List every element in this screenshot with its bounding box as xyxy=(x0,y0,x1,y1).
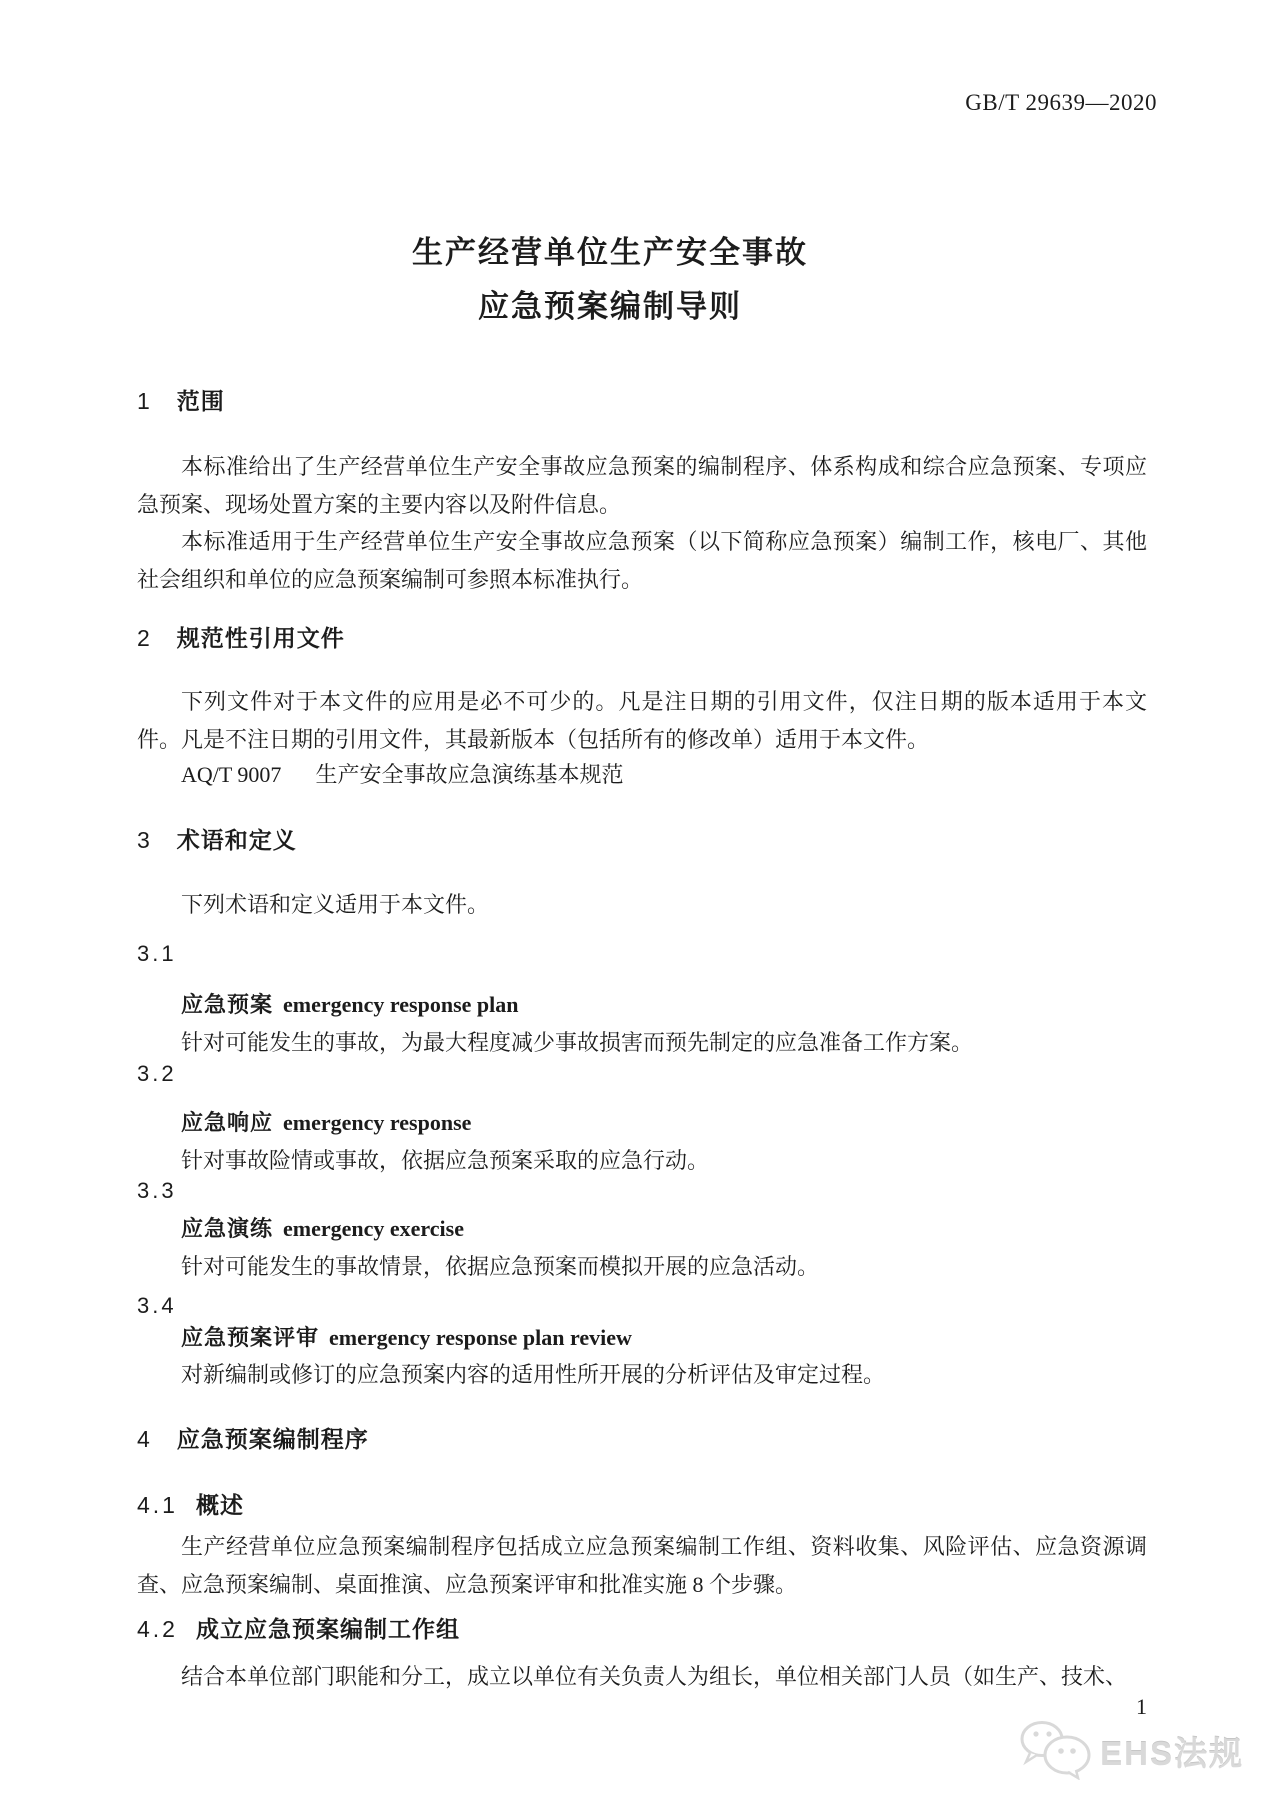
watermark xyxy=(1018,1718,1244,1785)
section-2-paragraph-1: 下列文件对于本文件的应用是必不可少的。凡是注日期的引用文件，仅注日期的版本适用于本文件。凡是不注日期的引用文件，其最新版本（包括所有的修改单）适用于本文件。 xyxy=(137,689,1147,752)
term-4-definition: 对新编制或修订的应急预案内容的适用性所开展的分析评估及审定过程。 xyxy=(181,1362,886,1387)
section-3-title: 术语和定义 xyxy=(176,827,297,853)
section-4-1-title: 概述 xyxy=(195,1492,244,1518)
term-1-definition: 针对可能发生的事故，为最大程度减少事故损害而预先制定的应急准备工作方案。 xyxy=(181,1030,974,1055)
section-1-heading xyxy=(137,383,1147,416)
term-2-title-en: emergency response xyxy=(283,1110,472,1135)
section-4-2-heading xyxy=(137,1611,1147,1644)
watermark-text: EHS法规 xyxy=(1100,1735,1244,1772)
term-4-title xyxy=(137,1321,1191,1352)
section-1-paragraph-1: 本标准给出了生产经营单位生产安全事故应急预案的编制程序、体系构成和综合应急预案、专项应急预案、现场处置方案的主要内容以及附件信息。 xyxy=(137,454,1147,517)
section-4-heading xyxy=(137,1421,1147,1454)
section-2-heading xyxy=(137,620,1147,653)
term-3-number: 3.3 xyxy=(137,1178,177,1203)
document-title-line2: 应急预案编制导则 xyxy=(478,289,742,324)
reference-title: 生产安全事故应急演练基本规范 xyxy=(315,762,624,787)
term-3-title xyxy=(137,1212,1191,1243)
page-number: 1 xyxy=(1136,1694,1147,1719)
section-4-1-paragraph: 生产经营单位应急预案编制程序包括成立应急预案编制工作组、资料收集、风险评估、应急资源调查、应急预案编制、桌面推演、应急预案评审和批准实施 8 个步骤。 xyxy=(137,1534,1147,1597)
term-1-title-zh: 应急预案 xyxy=(181,992,274,1017)
section-4-2-title: 成立应急预案编制工作组 xyxy=(195,1616,460,1642)
section-4-1-heading xyxy=(137,1487,1147,1520)
term-4-title-en: emergency response plan review xyxy=(329,1325,632,1350)
standard-code: GB/T 29639—2020 xyxy=(965,90,1157,115)
section-4-title: 应急预案编制程序 xyxy=(176,1426,369,1452)
term-1-title-en: emergency response plan xyxy=(283,992,519,1017)
term-4-title-zh: 应急预案评审 xyxy=(181,1325,320,1350)
normative-reference xyxy=(137,758,1191,789)
term-1-title xyxy=(137,988,1191,1019)
term-3-title-en: emergency exercise xyxy=(283,1216,464,1241)
section-4-1-number: 4.1 xyxy=(137,1492,178,1518)
section-2-number: 2 xyxy=(137,625,153,651)
document-title-line1: 生产经营单位生产安全事故 xyxy=(412,235,808,270)
term-2-title-zh: 应急响应 xyxy=(181,1110,274,1135)
wechat-chat-bubbles-icon xyxy=(1018,1718,1092,1785)
section-1-number: 1 xyxy=(137,388,153,414)
term-4-number: 3.4 xyxy=(137,1293,177,1318)
term-2-definition: 针对事故险情或事故，依据应急预案采取的应急行动。 xyxy=(181,1148,710,1173)
section-4-2-number: 4.2 xyxy=(137,1616,178,1642)
section-1-title: 范围 xyxy=(176,388,225,414)
section-3-intro: 下列术语和定义适用于本文件。 xyxy=(181,892,490,917)
section-4-2-paragraph: 结合本单位部门职能和分工，成立以单位有关负责人为组长，单位相关部门人员（如生产、技术、 xyxy=(181,1664,1128,1689)
section-3-heading xyxy=(137,822,1147,855)
reference-code: AQ/T 9007 xyxy=(181,762,282,787)
term-1-number: 3.1 xyxy=(137,941,177,966)
term-2-number: 3.2 xyxy=(137,1061,177,1086)
section-3-number: 3 xyxy=(137,827,153,853)
term-3-title-zh: 应急演练 xyxy=(181,1216,274,1241)
term-2-title xyxy=(137,1106,1191,1137)
section-1-paragraph-2: 本标准适用于生产经营单位生产安全事故应急预案（以下简称应急预案）编制工作，核电厂、其他社会组织和单位的应急预案编制可参照本标准执行。 xyxy=(137,529,1147,592)
section-4-number: 4 xyxy=(137,1426,153,1452)
section-2-title: 规范性引用文件 xyxy=(176,625,345,651)
term-3-definition: 针对可能发生的事故情景，依据应急预案而模拟开展的应急活动。 xyxy=(181,1254,820,1279)
